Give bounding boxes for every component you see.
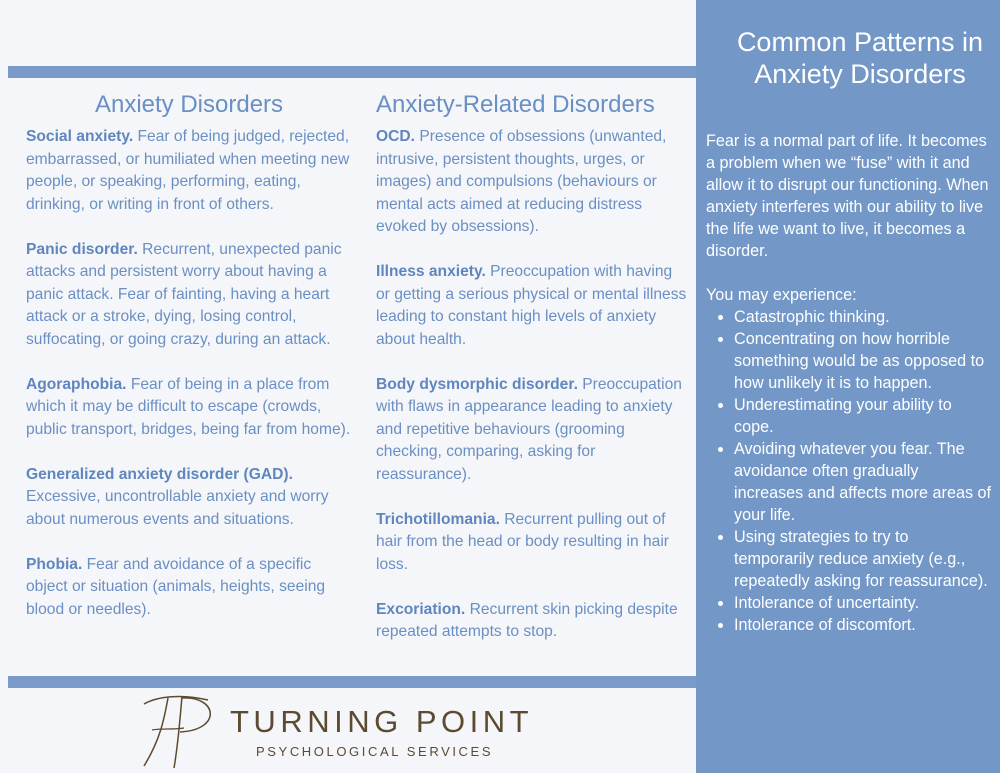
top-divider-bar (8, 66, 696, 78)
entry-term: Excoriation. (376, 600, 466, 618)
entry-term: Body dysmorphic disorder. (376, 375, 578, 393)
bottom-divider-bar (8, 676, 696, 688)
entry-panic-disorder (26, 239, 352, 352)
entry-description: Recurrent, unexpected panic attacks and persistent worry about having a panic attack. Fear of fainting, having a heart attack or a stroke, dying, losing control, suffocating, or going crazy, during an attack. (26, 240, 342, 348)
entry-illness-anxiety (376, 261, 688, 351)
entry-social-anxiety (26, 126, 352, 216)
anxiety-related-heading: Anxiety-Related Disorders (376, 91, 655, 118)
entry-phobia (26, 554, 352, 622)
list-item: • Underestimating your ability to cope. (734, 394, 992, 438)
list-item: • Concentrating on how horrible something would be as opposed to how unlikely it is to happen. (734, 328, 992, 394)
entry-term: Generalized anxiety disorder (GAD). (26, 465, 293, 483)
entry-description: Preoccupation with having or getting a serious physical or mental illness leading to constant high levels of anxiety about health. (376, 263, 687, 348)
logo-name: TURNING POINT (230, 704, 534, 739)
entry-term: OCD. (376, 128, 415, 145)
anxiety-disorders-heading: Anxiety Disorders (94, 91, 284, 118)
panel-title: Common Patterns in Anxiety Disorders (736, 27, 984, 89)
entry-term: Agoraphobia. (26, 375, 127, 393)
turning-point-logo (138, 690, 558, 770)
panel-list-heading: You may experience: (706, 286, 857, 304)
entry-term: Trichotillomania. (376, 510, 500, 528)
entry-description: Fear of being judged, rejected, embarrassed, or humiliated when meeting new people, or speaking, performing, eating, drinking, or writing in front of others. (26, 128, 350, 213)
entry-agoraphobia (26, 374, 352, 442)
tp-monogram-icon (138, 690, 228, 770)
anxiety-related-column (376, 88, 688, 666)
entry-term: Social anxiety. (26, 128, 134, 145)
entry-term: Phobia. (26, 555, 83, 573)
anxiety-disorders-column (26, 88, 352, 644)
entry-excoriation (376, 599, 688, 644)
entry-description: Presence of obsessions (unwanted, intrusive, persistent thoughts, urges, or images) and compulsions (behaviours or mental acts aimed at reducing distress evoked by obsessions). (376, 128, 667, 235)
list-item: • Intolerance of discomfort. (734, 614, 992, 636)
entry-term: Illness anxiety. (376, 263, 486, 280)
symptom-list (706, 306, 992, 636)
list-item: • Intolerance of uncertainty. (734, 592, 992, 614)
entry-description: Fear of being in a place from which it may be difficult to escape (crowds, public transport, bridges, being far from home). (26, 375, 351, 438)
entry-gad (26, 464, 352, 532)
entry-description: Recurrent pulling out of hair from the head or body resulting in hair loss. (376, 510, 669, 573)
panel-intro: Fear is a normal part of life. It becomes a problem when we “fuse” with it and allow it to disrupt our functioning. When anxiety interferes with our ability to live the life we want to live, it becomes a disorder. (706, 132, 989, 260)
list-item: • Catastrophic thinking. (734, 306, 992, 328)
entry-description: Recurrent skin picking despite repeated attempts to stop. (376, 600, 678, 640)
panel-body (706, 130, 992, 636)
entry-ocd (376, 126, 688, 239)
logo-subtitle: PSYCHOLOGICAL SERVICES (256, 744, 494, 759)
list-item: • Avoiding whatever you fear. The avoidance often gradually increases and affects more areas of your life. (734, 438, 992, 526)
list-item: • Using strategies to try to temporarily reduce anxiety (e.g., repeatedly asking for reassurance). (734, 526, 992, 592)
entry-description: Excessive, uncontrollable anxiety and worry about numerous events and situations. (26, 488, 329, 528)
common-patterns-panel (696, 0, 1000, 773)
entry-description: Preoccupation with flaws in appearance leading to anxiety and repetitive behaviours (grooming checking, comparing, asking for reassurance). (376, 375, 682, 483)
entry-term: Panic disorder. (26, 240, 138, 258)
entry-description: Fear and avoidance of a specific object or situation (animals, heights, seeing blood or needles). (26, 555, 326, 618)
entry-trichotillomania (376, 509, 688, 577)
entry-body-dysmorphic (376, 374, 688, 487)
